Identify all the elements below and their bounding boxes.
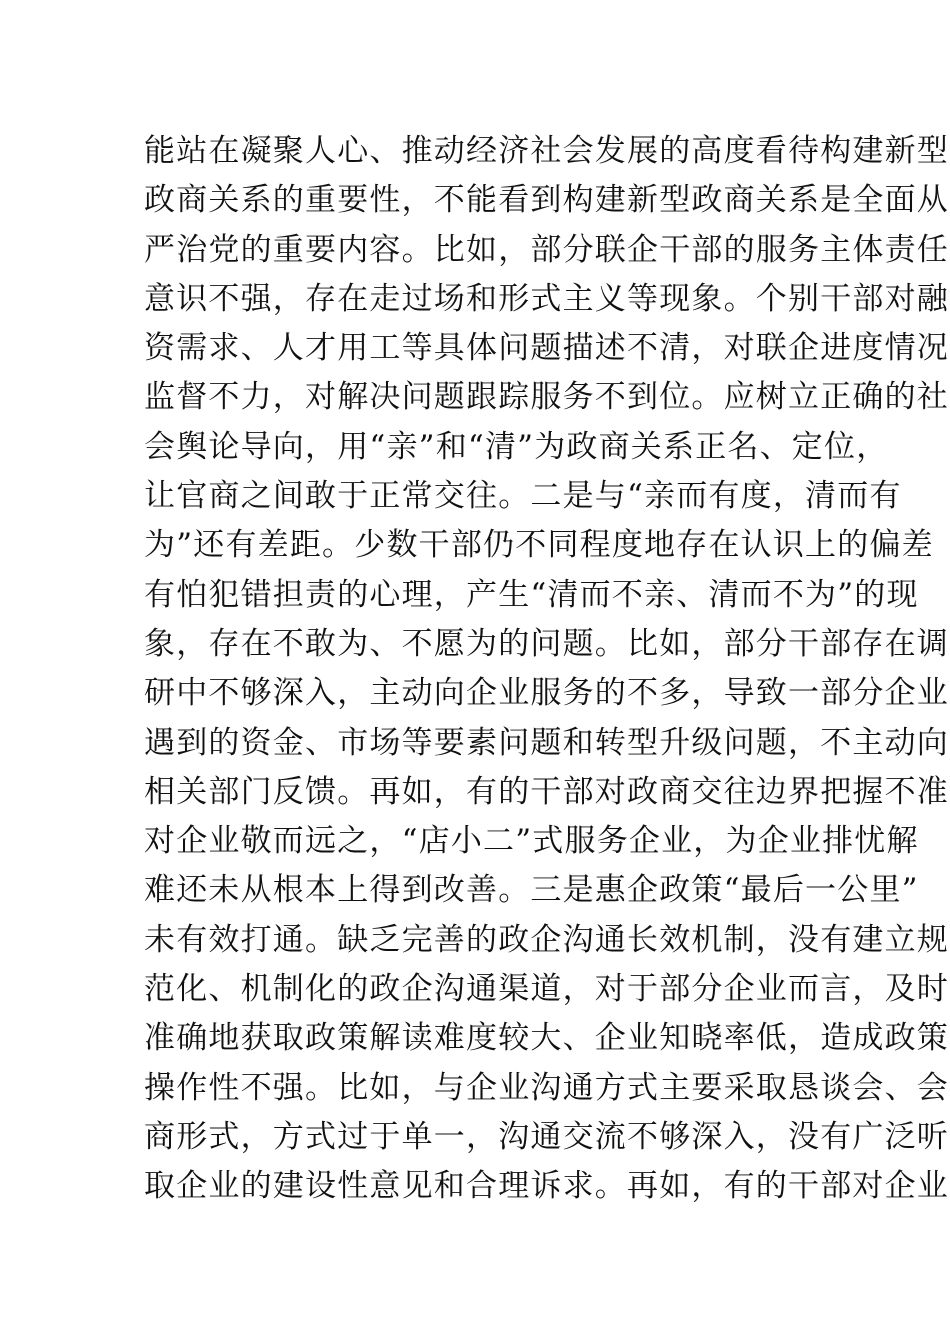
text-line: 遇到的资金、市场等要素问题和转型升级问题，不主动向 xyxy=(144,724,949,761)
text-line: 未有效打通。缺乏完善的政企沟通长效机制，没有建立规 xyxy=(144,921,949,958)
text-line: 为”还有差距。少数干部仍不同程度地存在认识上的偏差 xyxy=(144,527,934,564)
text-line: 监督不力，对解决问题跟踪服务不到位。应树立正确的社 xyxy=(144,379,949,416)
text-line: 准确地获取政策解读难度较大、企业知晓率低，造成政策 xyxy=(144,1020,949,1057)
text-line: 象，存在不敢为、不愿为的问题。比如，部分干部存在调 xyxy=(144,625,949,662)
text-line: 难还未从根本上得到改善。三是惠企政策“最后一公里” xyxy=(144,872,919,909)
text-line: 对企业敬而远之，“店小二”式服务企业，为企业排忧解 xyxy=(144,823,919,860)
text-line: 有怕犯错担责的心理，产生“清而不亲、清而不为”的现 xyxy=(144,576,919,613)
text-line: 范化、机制化的政企沟通渠道，对于部分企业而言，及时 xyxy=(144,971,949,1008)
text-line: 严治党的重要内容。比如，部分联企干部的服务主体责任 xyxy=(144,231,949,268)
text-line: 让官商之间敢于正常交往。二是与“亲而有度，清而有 xyxy=(144,478,902,515)
text-line: 意识不强，存在走过场和形式主义等现象。个别干部对融 xyxy=(144,280,949,317)
text-line: 商形式，方式过于单一，沟通交流不够深入，没有广泛听 xyxy=(144,1118,949,1155)
text-line: 相关部门反馈。再如，有的干部对政商交往边界把握不准 xyxy=(144,773,949,810)
text-line: 会舆论导向，用“亲”和“清”为政商关系正名、定位， xyxy=(144,428,889,465)
text-line: 资需求、人才用工等具体问题描述不清，对联企进度情况 xyxy=(144,330,949,367)
text-line: 研中不够深入，主动向企业服务的不多，导致一部分企业 xyxy=(144,675,949,712)
text-line: 政商关系的重要性，不能看到构建新型政商关系是全面从 xyxy=(144,182,949,219)
text-line: 能站在凝聚人心、推动经济社会发展的高度看待构建新型 xyxy=(144,133,949,169)
text-line: 取企业的建设性意见和合理诉求。再如，有的干部对企业 xyxy=(144,1168,949,1205)
body-text xyxy=(144,127,949,1212)
text-line: 操作性不强。比如，与企业沟通方式主要采取恳谈会、会 xyxy=(144,1069,949,1106)
